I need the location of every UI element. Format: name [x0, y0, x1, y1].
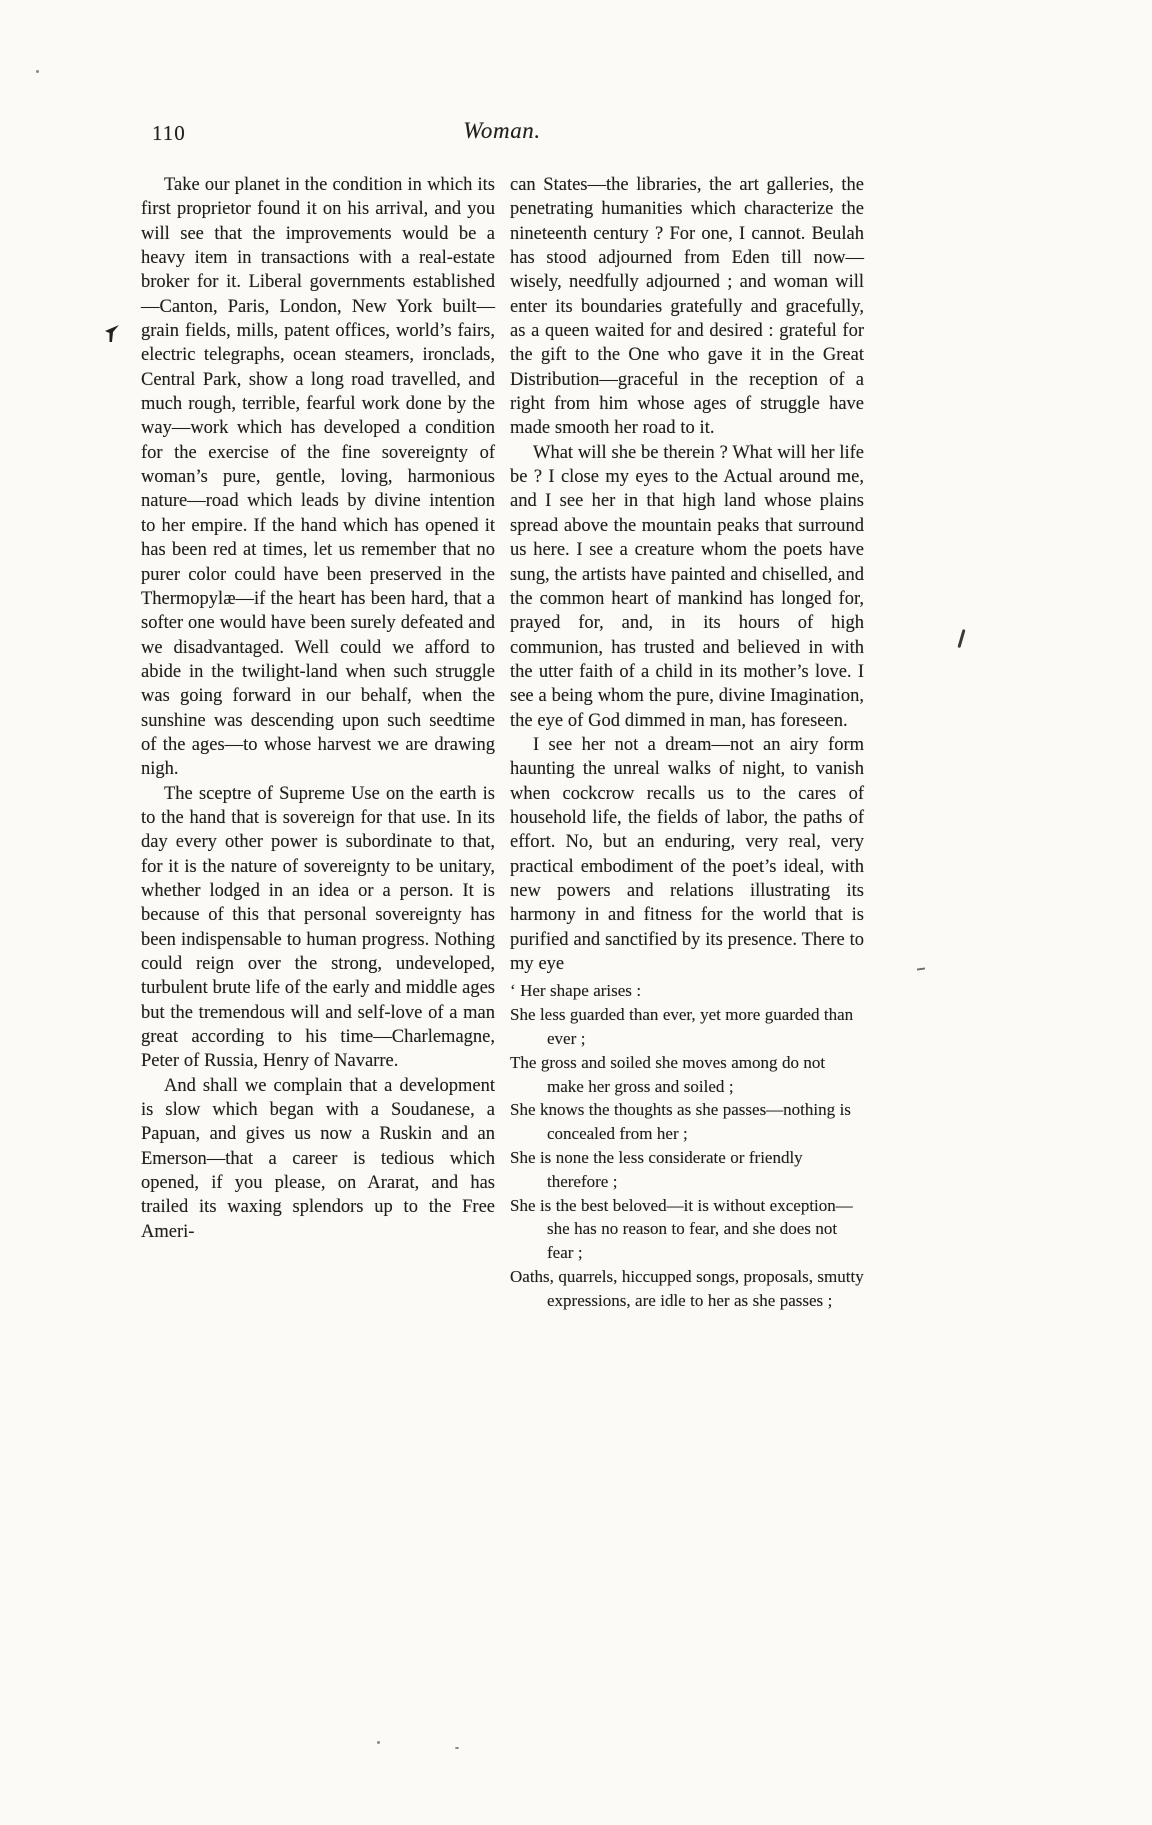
paragraph: The sceptre of Supreme Use on the earth is to the hand that is sovereign for that use. In its day every other power is subordinate to that, for it is the nature of sovereignty to be unitary, whether lodged in an idea or a person. It is because of this that personal sovereignty has been indispensable to human progress. Nothing could reign over the strong, undeveloped, turbulent brute life of the early and middle ages but the tremendous will and self-love of a man great according to his time—Charlemagne, Peter of Russia, Henry of Navarre. — [141, 783, 496, 1072]
paper-speck — [377, 1741, 380, 1744]
verse-line: The gross and soiled she moves among do not make her gross and soiled ; — [510, 1052, 826, 1096]
verse-line: She is the best beloved—it is without exception—she has no reason to fear, and she does not fear ; — [510, 1195, 853, 1263]
paragraph: What will she be therein ? What will her life be ? I close my eyes to the Actual around me, and I see her in that high land whose plains spread above the mountain peaks that surround us here. I see a creature whom the poets have sung, the artists have painted and chiselled, and the common heart of mankind has longed for, prayed for, and, in its hours of high communion, has trusted and believed in with the utter faith of a child in its mother’s love. I see a being whom the pure, divine Imagination, the eye of God dimmed in man, has foreseen. — [510, 442, 864, 731]
pencil-dash-mark — [917, 967, 925, 970]
paragraph-continuation: can States—the libraries, the art galleries, the penetrating humanities which characterize the nineteenth century ? For one, I cannot. Beulah has stood adjourned from Eden till now—wisely, needfully adjourned ; and woman will enter its boundaries gratefully and gracefully, as a queen waited for and desired : grateful for the gift to the One who gave it in the Great Distribution—graceful in the reception of a right from him whose ages of struggle have made smooth her road to it. — [510, 175, 864, 439]
text-columns — [141, 173, 865, 1313]
paragraph: And shall we complain that a development is slow which began with a Soudanese, a Papuan, and gives us now a Ruskin and an Emerson—that a career is tedious which opened, if you please, on Ararat, and has trailed its waxing splendors up to the Free Ameri- — [141, 1075, 495, 1242]
verse-line: Oaths, quarrels, hiccupped songs, proposals, smutty expressions, are idle to her as she passes ; — [510, 1266, 864, 1310]
verse-quotation — [510, 979, 864, 1312]
verse-line: She is none the less considerate or friendly therefore ; — [510, 1147, 803, 1191]
verse-line: She less guarded than ever, yet more guarded than ever ; — [510, 1005, 854, 1048]
right-column — [510, 173, 864, 1313]
verse-line: She knows the thoughts as she passes—nothing is concealed from her ; — [510, 1100, 851, 1144]
pen-stroke-mark — [957, 629, 965, 648]
ink-flag-mark — [104, 324, 120, 344]
running-head: Woman. — [463, 118, 541, 143]
left-column — [141, 173, 495, 1313]
paper-speck — [36, 70, 39, 73]
paragraph: I see her not a dream—not an airy form haunting the unreal walks of night, to vanish when cockcrow recalls us to the cares of household life, the fields of labor, the paths of effort. No, but an enduring, very real, very practical embodiment of the poet’s ideal, with new powers and relations illustrating its harmony in and fitness for the world that is purified and sanctified by its presence. There to my eye — [510, 734, 864, 974]
paragraph: Take our planet in the condition in which its first proprietor found it on his arrival, and you will see that the improvements would be a heavy item in transactions with a real-estate broker for it. Liberal governments established—Canton, Paris, London, New York built—grain fields, mills, patent offices, world’s fairs, electric telegraphs, ocean steamers, ironclads, Central Park, show a long road travelled, and much rough, terrible, fearful work done by the way—work which has developed a condition for the exercise of the fine sovereignty of woman’s pure, gentle, loving, harmonious nature—road which leads by divine intention to her empire. If the hand which has opened it has been red at times, let us remember that no purer color could have been preserved in the Thermopylæ—if the heart has been hard, that a softer one would have been surely defeated and we disadvantaged. Well could we afford to abide in the twilight-land when such struggle was going forward in our behalf, when the sunshine was descending upon such seedtime of the ages—to whose harvest we are drawing nigh. — [141, 175, 495, 780]
page-number: 110 — [152, 121, 186, 145]
paper-speck — [455, 1747, 459, 1749]
verse-line: ‘ Her shape arises : — [510, 981, 642, 1001]
